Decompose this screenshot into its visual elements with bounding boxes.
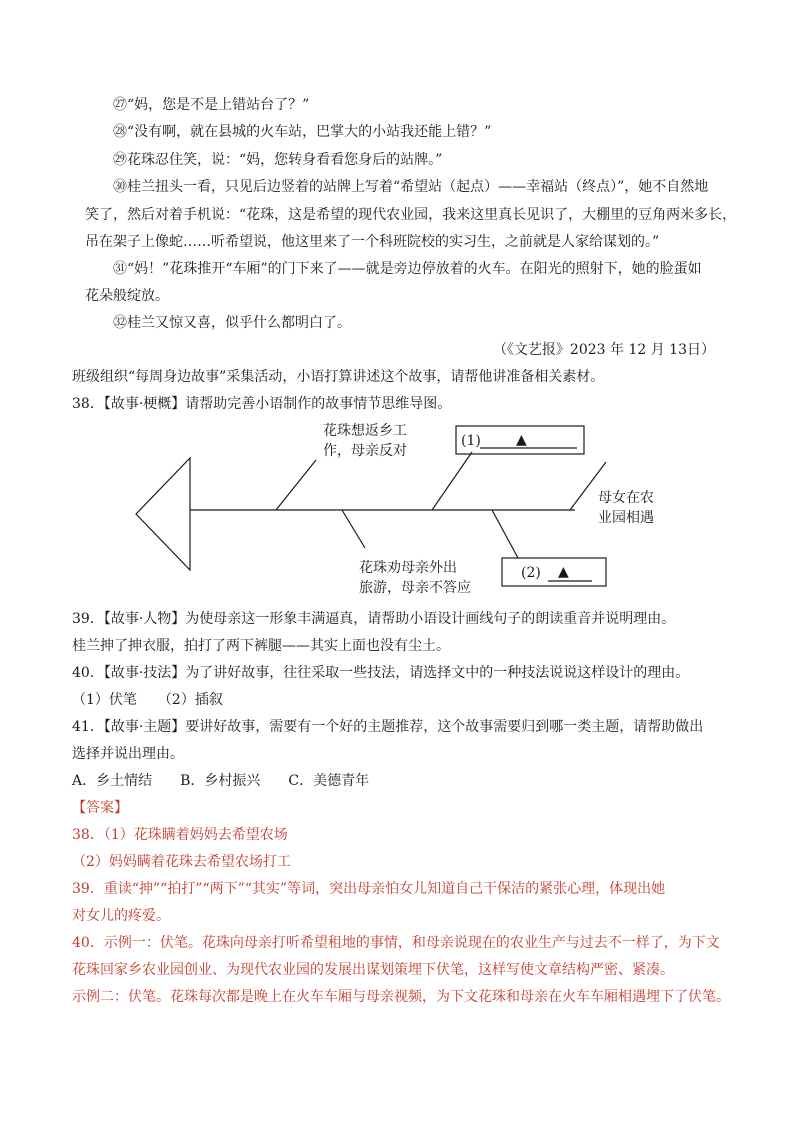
- branch-top-1-label-line1: 花珠想返乡工: [323, 423, 407, 439]
- source-citation: （《文艺报》2023 年 12 月 13日）: [492, 342, 715, 358]
- paragraph-30-line2: 笑了，然后对着手机说：“花珠，这是希望的现代农业园，我来这里真长见识了，大棚里的豆角两米多长，: [85, 207, 737, 223]
- question-40-options: （1）伏笔 （2）插叙: [72, 692, 223, 708]
- paragraph-30-line3: 吊在架子上像蛇……听希望说，他这里来了一个科班院校的实习生，之前就是人家给谋划的。”: [85, 234, 660, 250]
- branch-top-1: [276, 460, 316, 510]
- box-1-triangle-mark: ▲: [516, 432, 527, 448]
- activity-intro: 班级组织“每周身边故事”采集活动，小语打算讲述这个故事，请帮他讲准备相关素材。: [72, 369, 605, 385]
- question-39-sentence: 桂兰抻了抻衣服，拍打了两下裤腿——其实上面也没有尘土。: [72, 638, 450, 654]
- answer-38-part1: 38．（1）花珠瞒着妈妈去希望农场: [72, 827, 288, 843]
- branch-top-1-label-line2: 作，母亲反对: [323, 443, 407, 459]
- paragraph-28: ㉘“没有啊，就在县城的火车站，巴掌大的小站我还能上错？”: [113, 124, 492, 140]
- paragraph-32: ㉜桂兰又惊又喜，似乎什么都明白了。: [113, 315, 351, 331]
- question-38-stem: 38．【故事·梗概】请帮助完善小语制作的故事情节思维导图。: [72, 396, 452, 412]
- question-41-stem-line2: 选择并说出理由。: [72, 746, 184, 762]
- answer-box-2: [502, 558, 606, 586]
- answer-38-part2: （2）妈妈瞒着花珠去希望农场打工: [72, 854, 291, 870]
- branch-top-2: [432, 452, 472, 510]
- plot-mind-map: [130, 418, 670, 608]
- branch-bottom-1-label-line2: 旅游，母亲不答应: [359, 580, 471, 596]
- branch-bottom-2: [492, 510, 518, 558]
- branch-bottom-1: [342, 510, 365, 548]
- answers-header: 【答案】: [72, 800, 128, 816]
- answer-39-line2: 对女儿的疼爱。: [72, 908, 170, 924]
- box-1-number: (1): [461, 433, 481, 449]
- answer-39-line1: 39．重读“抻”“拍打”“两下”“其实”等词，突出母亲怕女儿知道自己干保洁的紧张心理，体现出她: [72, 881, 666, 897]
- tail-label-line2: 业园相遇: [598, 510, 654, 526]
- question-39-stem: 39．【故事·人物】为使母亲这一形象丰满逼真，请帮助小语设计画线句子的朗读重音并说明理由。: [72, 611, 676, 627]
- answer-40-line2: 花珠回家乡农业园创业、为现代农业园的发展出谋划策埋下伏笔，这样写使文章结构严密、紧凑。: [72, 962, 674, 978]
- tail-label-line1: 母女在农: [598, 490, 654, 506]
- paragraph-29: ㉙花珠忍住笑，说：“妈，您转身看看您身后的站牌。”: [113, 152, 443, 168]
- box-2-number: (2): [521, 565, 541, 581]
- paragraph-31-line2: 花朵般绽放。: [85, 288, 169, 304]
- question-41-options: A．乡土情结 B．乡村振兴 C．美德青年: [72, 773, 370, 789]
- box-2-triangle-mark: ▲: [558, 564, 569, 580]
- fish-head-triangle: [136, 458, 190, 570]
- answer-40-line1: 40．示例一：伏笔。花珠向母亲打听希望租地的事情，和母亲说现在的农业生产与过去不一样了，为下文: [72, 935, 720, 951]
- branch-bottom-1-label-line1: 花珠劝母亲外出: [359, 560, 457, 576]
- paragraph-27: ㉗“妈，您是不是上错站台了？”: [113, 97, 310, 113]
- question-40-stem: 40．【故事·技法】为了讲好故事，往往采取一些技法，请选择文中的一种技法说说这样设计的理由。: [72, 665, 690, 681]
- paragraph-30-line1: ㉚桂兰扭头一看，只见后边竖着的站牌上写着“希望站（起点）——幸福站（终点）”，她不自然地: [113, 179, 709, 195]
- question-41-stem-line1: 41．【故事·主题】要讲好故事，需要有一个好的主题推荐，这个故事需要归到哪一类主题，请帮助做出: [72, 719, 704, 735]
- answer-40-line3: 示例二：伏笔。花珠每次都是晚上在火车车厢与母亲视频，为下文花珠和母亲在火车车厢相遇埋下了伏笔。: [72, 989, 730, 1005]
- paragraph-31-line1: ㉛“妈！”花珠推开“车厢”的门下来了——就是旁边停放着的火车。在阳光的照射下，她的脸蛋如: [113, 261, 702, 277]
